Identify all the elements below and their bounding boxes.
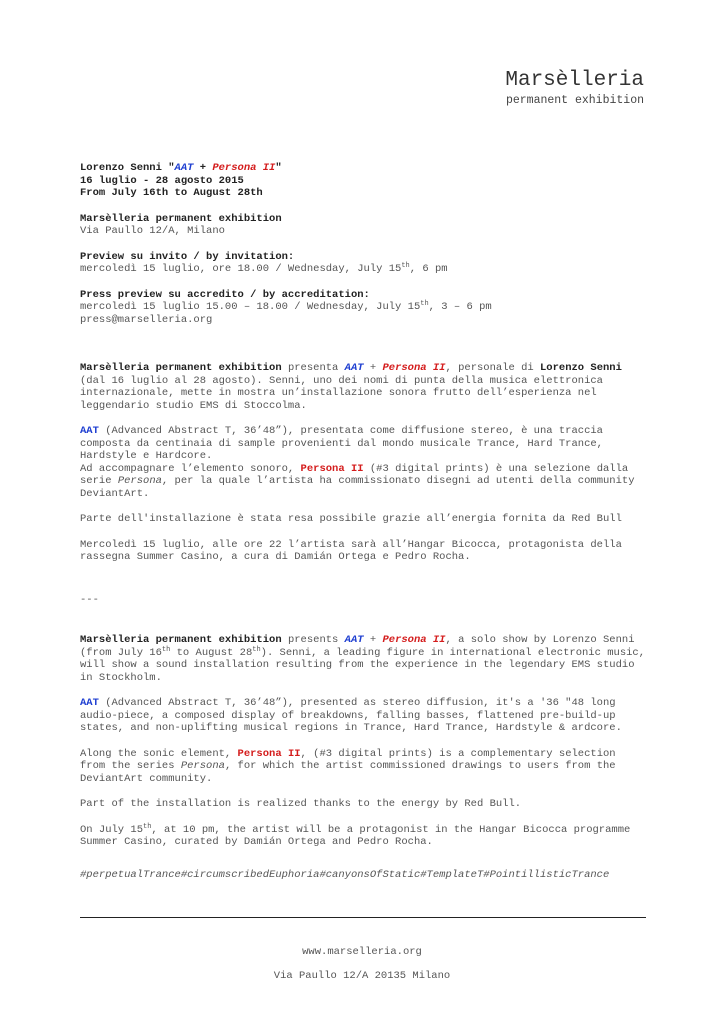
exhibition-title-block [80, 162, 646, 200]
gallery-subtitle: permanent exhibition [505, 94, 644, 107]
english-paragraph-3: Along the sonic element, Persona II, (#3 digital prints) is a complementary selection from the series Persona, for which the artist commissioned drawings to users from the DeviantArt community. [80, 747, 616, 785]
italian-paragraph-4: Mercoledì 15 luglio, alle ore 22 l’artista sarà all’Hangar Bicocca, protagonista della rassegna Summer Casino, a cura di Damián Ortega e Pedro Rocha. [80, 538, 622, 563]
persona-title: Persona II [212, 162, 276, 174]
footer-address: Via Paullo 12/A 20135 Milano [273, 970, 451, 982]
hashtags: #perpetualTrance#circumscribedEuphoria#canyonsOfStatic#TemplateT#PointillisticTrance [80, 868, 610, 881]
press-preview-text: mercoledì 15 luglio 15.00 – 18.00 / Wednesday, July 15th, 3 – 6 pm [80, 300, 492, 313]
preview-text: mercoledì 15 luglio, ore 18.00 / Wednesday, July 15th, 6 pm [80, 262, 448, 275]
press-preview-block [80, 289, 646, 327]
press-email[interactable]: press@marselleria.org [80, 313, 213, 326]
english-paragraph-4: Part of the installation is realized thanks to the energy by Red Bull. [80, 798, 522, 810]
english-paragraph-1: Marsèlleria permanent exhibition presents AAT + Persona II, a solo show by Lorenzo Senni (from July 16th to August 28th). Senni, a leading figure in international electronic music, will show a sound installation resulting from the experience in the legendary EMS studio in Stockholm. [80, 634, 646, 684]
dates-english: From July 16th to August 28th [80, 187, 263, 199]
italian-paragraph-3: Parte dell'installazione è stata resa possibile grazie all’energia fornita da Red Bull [80, 513, 622, 525]
venue-block [80, 213, 646, 238]
italian-paragraph-2: AAT (Advanced Abstract T, 36’48”), presentata come diffusione stereo, è una traccia composta da centinaia di sample provenienti dal mondo musicale Trance, Hard Trance, Hardstyle e Hardcore. Ad accompagnare l’elemento sonoro, Persona II (#3 digital prints) è una selezione dalla serie Persona, per la quale l’artista ha commissionato disegni ad utenti della community DeviantArt. [80, 425, 635, 500]
dates-italian: 16 luglio - 28 agosto 2015 [80, 174, 244, 187]
press-release-body [80, 162, 646, 894]
italian-paragraph-1: Marsèlleria permanent exhibition presenta AAT + Persona II, personale di Lorenzo Senni (dal 16 luglio al 28 agosto). Senni, uno dei nomi di punta della musica elettronica internazionale, mette in mostra un’installazione sonora frutto dell’esperienza nel leggendario studio EMS di Stoccolma. [80, 362, 622, 412]
english-paragraph-2: AAT (Advanced Abstract T, 36’48”), presented as stereo diffusion, it's a '36 "48 long audio-piece, a composed display of breakdowns, falling basses, flattened pre-build-up states, and non-uplifting musical regions in Trance, Hard Trance, Hardstyle & ardcore. [80, 697, 622, 734]
venue-address: Via Paullo 12/A, Milano [80, 225, 225, 237]
gallery-name: Marsèlleria [505, 69, 644, 92]
footer-website[interactable]: www.marselleria.org [302, 946, 422, 958]
preview-block [80, 251, 646, 276]
language-separator: --- [80, 593, 99, 606]
aat-title: AAT [174, 162, 194, 174]
footer-divider [80, 917, 646, 918]
venue-name: Marsèlleria permanent exhibition [80, 212, 282, 225]
english-paragraph-5: On July 15th, at 10 pm, the artist will be a protagonist in the Hangar Bicocca programme Summer Casino, curated by Damián Ortega and Pedro Rocha. [80, 822, 631, 848]
exhibition-title: Lorenzo Senni "AAT + Persona II" [80, 162, 282, 174]
preview-label: Preview su invito / by invitation: [80, 250, 295, 263]
press-preview-label: Press preview su accredito / by accreditation: [80, 288, 370, 301]
letterhead [505, 68, 644, 108]
